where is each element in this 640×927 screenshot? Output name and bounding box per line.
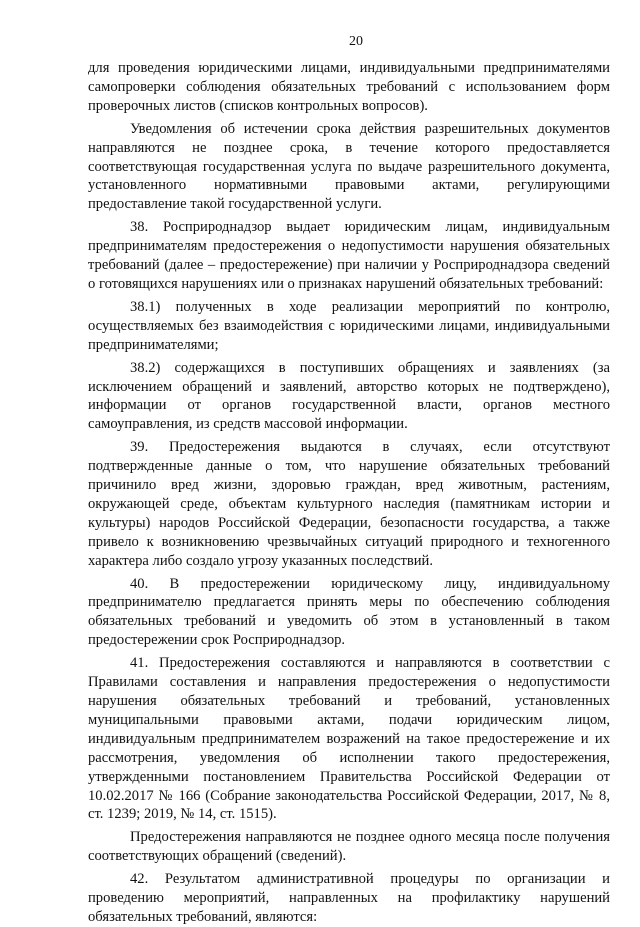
paragraph-warnings-deadline: Предостережения направляются не позднее одного месяца после получения соответствующих обращений (сведений).	[88, 829, 610, 865]
paragraph-38-2: 38.2) содержащихся в поступивших обращениях и заявлениях (за исключением обращений и заявлений, авторство которых не подтверждено), информации от органов государственной власти, органов местного самоуправления, из средств массовой информации.	[88, 359, 610, 433]
paragraph-40: 40. В предостережении юридическому лицу, индивидуальному предпринимателю предлагается принять меры по обеспечению соблюдения обязательных требований и уведомить об этом в установленный в таком предостережении срок Росприроднадзор.	[88, 575, 610, 649]
paragraph-self-check-forms: для проведения юридическими лицами, индивидуальными предпринимателями самопроверки соблюдения обязательных требований с использованием форм проверочных листов (списков контрольных вопросов).	[88, 60, 610, 114]
paragraph-42: 42. Результатом административной процедуры по организации и проведению мероприятий, направленных на профилактику нарушений обязательных требований, являются:	[88, 871, 610, 925]
paragraph-38: 38. Росприроднадзор выдает юридическим лицам, индивидуальным предпринимателям предостережения о недопустимости нарушения обязательных требований (далее – предостережение) при наличии у Росприроднадзора сведений о готовящихся нарушениях или о признаках нарушений обязательных требований:	[88, 219, 610, 292]
paragraph-39: 39. Предостережения выдаются в случаях, если отсутствуют подтвержденные данные о том, что нарушение обязательных требований причинило вред жизни, здоровью граждан, вред животным, растениям, окружающей среде, объектам культурного наследия (памятникам истории и культуры) народов Российской Федерации, безопасности государства, а также привело к возникновению чрезвычайных ситуаций природного и техногенного характера либо создало угрозу указанных последствий.	[88, 439, 610, 569]
page-number: 20	[349, 34, 363, 49]
paragraph-38-1: 38.1) полученных в ходе реализации мероприятий по контролю, осуществляемых без взаимодействия с юридическими лицами, индивидуальными предпринимателями;	[88, 298, 610, 353]
paragraph-41: 41. Предостережения составляются и направляются в соответствии с Правилами составления и направления предостережения о недопустимости нарушения обязательных требований и требований, установленных муниципальными правовыми актами, подачи юридическим лицом, индивидуальным предпринимателем возражений на такое предостережение и их рассмотрения, уведомления об исполнении такого предостережения, утвержденными постановлением Правительства Российской Федерации от 10.02.2017 № 166 (Собрание законодательства Российской Федерации, 2017, № 8, ст. 1239; 2019, № 14, ст. 1515).	[88, 655, 610, 823]
paragraph-expiry-notifications: Уведомления об истечении срока действия разрешительных документов направляются не позднее срока, в течение которого предоставляется соответствующая государственная услуга по выдаче разрешительного документа, установленного нормативными правовыми актами, регулирующими предоставление такой государственной услуги.	[88, 120, 610, 213]
